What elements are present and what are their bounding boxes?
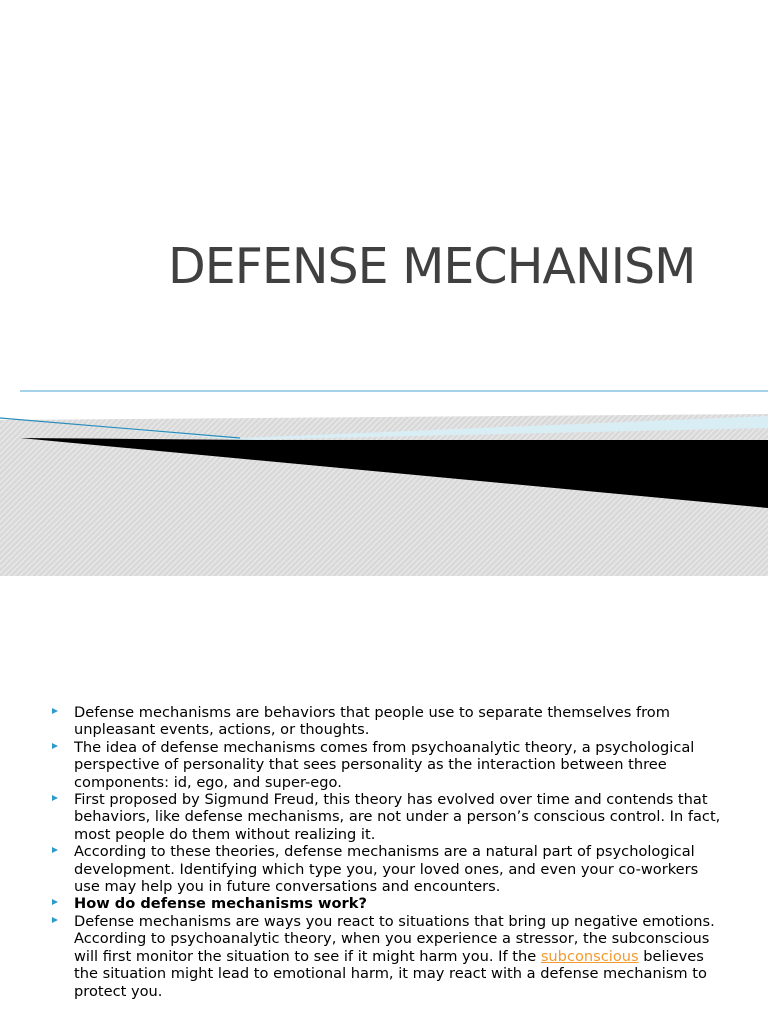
- list-item: The idea of defense mechanisms comes from psychoanalytic theory, a psychological perspective of personality that sees personality as the interaction between three components: id, ego, and super-ego.: [52, 739, 726, 791]
- list-item: First proposed by Sigmund Freud, this theory has evolved over time and contends that behaviors, like defense mechanisms, are not under a person’s conscious control. In fact, most people do them without realizing it.: [52, 791, 726, 843]
- bullet-arrow-icon: [52, 795, 58, 801]
- bullet-arrow-icon: [52, 708, 58, 714]
- bullet-arrow-icon: [52, 847, 58, 853]
- slide-title: DEFENSE MECHANISM: [168, 238, 696, 295]
- list-item: Defense mechanisms are ways you react to situations that bring up negative emotions. According to psychoanalytic theory, when you experience a stressor, the subconscious will first monitor the situation to see if it might harm you. If the subconscious believes the situation might lead to emotional harm, it may react with a defense mechanism to protect you.: [52, 913, 726, 1000]
- content-slide: [0, 580, 768, 1024]
- bullet-arrow-icon: [52, 899, 58, 905]
- list-item-heading: How do defense mechanisms work?: [52, 895, 726, 912]
- list-item: According to these theories, defense mechanisms are a natural part of psychological development. Identifying which type you, your loved ones, and even your co-workers use may help you in future conversations and encounters.: [52, 843, 726, 895]
- decorative-wave-banner: [0, 380, 768, 576]
- bullet-arrow-icon: [52, 743, 58, 749]
- list-item: Defense mechanisms are behaviors that people use to separate themselves from unpleasant events, actions, or thoughts.: [52, 704, 726, 739]
- subconscious-link[interactable]: subconscious: [540, 947, 639, 965]
- bullet-list: [52, 704, 726, 1000]
- bullet-arrow-icon: [52, 917, 58, 923]
